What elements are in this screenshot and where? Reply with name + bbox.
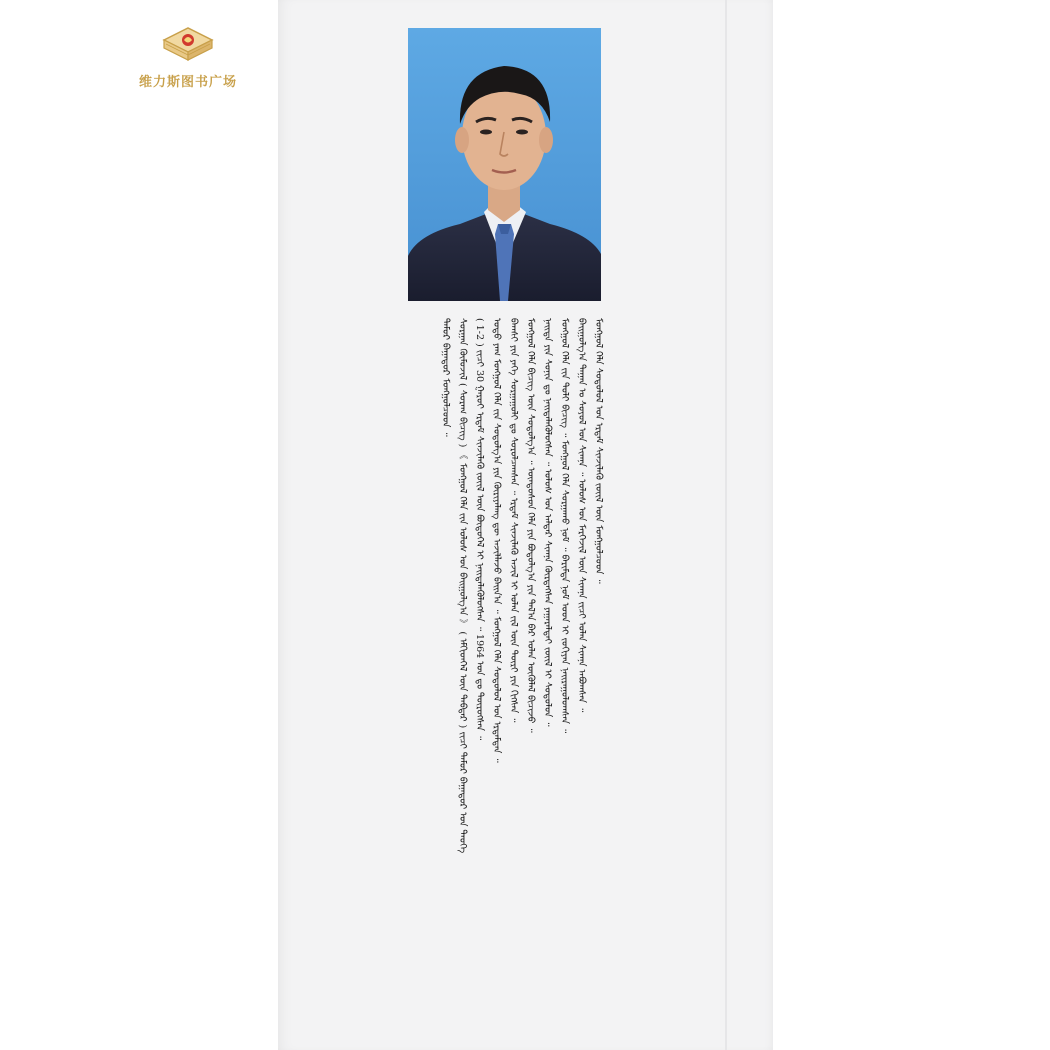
page-fold-line xyxy=(725,0,727,1050)
text-column: ᠪᠠᠭᠰᠢ ᠶᠢᠨ ᠶᠡᠬᠡ ᠰᠤᠷᠭᠠᠭᠤᠯᠢ ᠳᠤ ᠰᠤᠷᠤᠯᠴᠠᠭᠰᠠᠨ ᠃ ᠡᠷᠳᠡᠮ ᠰᠢᠨᠵᠢᠯᠡᠬᠦ ᠠᠵᠢᠯ ᠢ ᠣᠯᠠᠨ ᠵᠢᠯ ᠦᠨ ᠳᠦᠷᠢ ᠶᠢᠨ ᠬᠢᠭᠰᠡᠨ ᠃ xyxy=(508,318,519,723)
portrait-illustration xyxy=(408,28,601,301)
watermark-text: 维力斯图书广场 xyxy=(138,75,237,90)
text-column: ᠨᠡᠢᠲᠡ ᠶᠢᠨ ᠰᠣᠨᠢᠨ ᠳᠤ ᠨᠡᠢᠲᠡᠯᠡᠭᠦᠯᠦᠭᠰᠡᠨ ᠃ ᠤᠯᠤᠰ ᠤᠨ ᠠᠯᠳᠠᠷ ᠰᠢᠭᠨᠠ ᠬᠦᠷᠲᠡᠭᠰᠡᠨ ᠶᠠᠭᠠᠷᠠᠯᠲᠠᠢ ᠵᠦᠢᠯ ᠢ ᠰᠤᠳᠤᠯᠤᠨ ᠃ xyxy=(542,318,553,727)
text-column: ᠲᠡᠮᠦᠷ ᠪᠠᠭᠠᠲᠦᠷ ᠮᠣᠩᠭᠣᠯᠴᠤᠳ ᠃ xyxy=(440,318,451,437)
text-column: ᠣᠳᠣ ᠶᠠᠭ ᠮᠣᠩᠭᠣᠯ ᠬᠡᠯᠡ ᠵᠢᠨ ᠰᠤᠳᠤᠯᠭ᠎ᠠ ᠶᠢᠨ ᠬᠦᠷᠢᠶᠡᠯᠡᠩ ᠳᠦ ᠠᠵᠢᠯᠯᠠᠵᠤ ᠪᠠᠢᠨ᠎ᠠ ᠃ ᠮᠣᠩᠭᠣᠯ ᠬᠡᠯᠡ ᠰᠤᠳᠤᠯᠤᠯ ᠤᠨ ᠡᠷᠳᠡᠮᠲᠡᠨ ᠃ xyxy=(491,318,502,763)
portrait-photo xyxy=(408,28,601,301)
text-column: ᠪᠠᠢᠭᠤᠯᠭ᠎ᠠ ᠲᠠᠭᠠᠨ ᠤ ᠰᠣᠶᠣᠯ ᠤᠨ ᠰᠢᠭᠨᠠ ᠃ ᠤᠯᠤᠰ ᠤᠨ ᠮᠡᠷᠭᠡᠵᠢᠯ ᠦᠨ ᠰᠢᠭᠨᠠ ᠵᠢᠴᠢ ᠣᠯᠠᠨ ᠰᠢᠭᠨᠠ ᠠᠪᠤᠭᠰᠠᠨ ᠃ xyxy=(576,318,587,713)
text-column: ᠮᠣᠩᠭᠣᠯ ᠬᠡᠯᠡ ᠰᠤᠳᠤᠯᠤᠯ ᠤᠨ ᠡᠷᠳᠡᠮ ᠰᠢᠨᠵᠢᠯᠡᠬᠦ ᠵᠦᠢᠯ ᠦᠨ ᠮᠣᠩᠭᠣᠯᠴᠤᠳ ᠃ xyxy=(593,318,604,584)
text-column: ( 1-2 ) ᠵᠢᠴᠢ 30 ᠭᠠᠷᠤᠢ ᠡᠷᠳᠡᠮ ᠰᠢᠨᠵᠢᠯᠡᠬᠦ ᠵᠦᠢᠯ ᠦᠨ ᠪᠦᠲᠦᠭᠡᠯ ᠢ ᠨᠡᠢᠲᠡᠯᠡᠭᠦᠯᠦᠭᠰᠡᠨ ᠃ 1964 ᠣᠨ ᠳᠤ ᠲᠦᠷᠦᠭᠰᠡᠨ ᠃ xyxy=(474,318,485,741)
text-column: ᠮᠣᠩᠭᠣᠯ ᠬᠡᠯᠡ ᠵᠢᠨ ᠲᠣᠯᠢ ᠪᠢᠴᠢᠭ ᠃ ᠮᠣᠩᠭᠣᠯ ᠬᠡᠯᠡ ᠰᠤᠷᠭᠠᠬᠤ ᠨᠣᠮ ᠃ ᠪᠠᠷᠢᠮᠲᠠ ᠨᠣᠮ ᠤᠳ ᠢ ᠵᠣᠬᠢᠶᠠᠨ ᠨᠠᠢᠷᠠᠭᠤᠯᠤᠭᠰᠠᠨ ᠃ xyxy=(559,318,570,734)
biography-text xyxy=(440,318,630,1038)
book-stack-logo-icon xyxy=(160,22,216,66)
text-column: ᠰᠤᠷᠭᠠᠨ ᠬᠦᠮᠦᠵᠢᠯ ( ᠰᠤᠷᠠᠭ ᠪᠢᠴᠢᠭ ) 《 ᠮᠣᠩᠭᠣᠯ ᠬᠡᠯᠡ ᠵᠢᠨ ᠤᠯᠤᠰ ᠤᠨ ᠪᠠᠢᠭᠤᠯᠭ᠎ᠠ 》 ( ᠡᠮᠬᠢᠳᠬᠡᠯ ᠦᠨ ᠳᠡᠪᠲᠡᠷ ) ᠵᠢᠴᠢ ᠲᠡᠮᠦᠷ ᠪᠠᠭᠠᠲᠦᠷ ᠤᠨ ᠲᠡᠦᠬᠡ xyxy=(457,318,468,854)
text-column: ᠮᠣᠩᠭᠣᠯ ᠬᠡᠯᠡ ᠪᠢᠴᠢᠭ ᠦᠨ ᠰᠤᠳᠤᠯᠭ᠎ᠠ ᠃ ᠦᠨᠳᠦᠰᠦᠨ ᠬᠡᠯᠡ ᠶᠢᠨ ᠪᠣᠳᠤᠯᠭ᠎ᠠ ᠶᠢᠨ ᠲᠠᠯ᠎ᠠ ᠪᠠᠷ ᠣᠯᠠᠨ ᠦᠭᠦᠯᠡᠯ ᠪᠢᠴᠢᠵᠦ ᠃ xyxy=(525,318,536,733)
watermark-logo xyxy=(128,22,248,97)
